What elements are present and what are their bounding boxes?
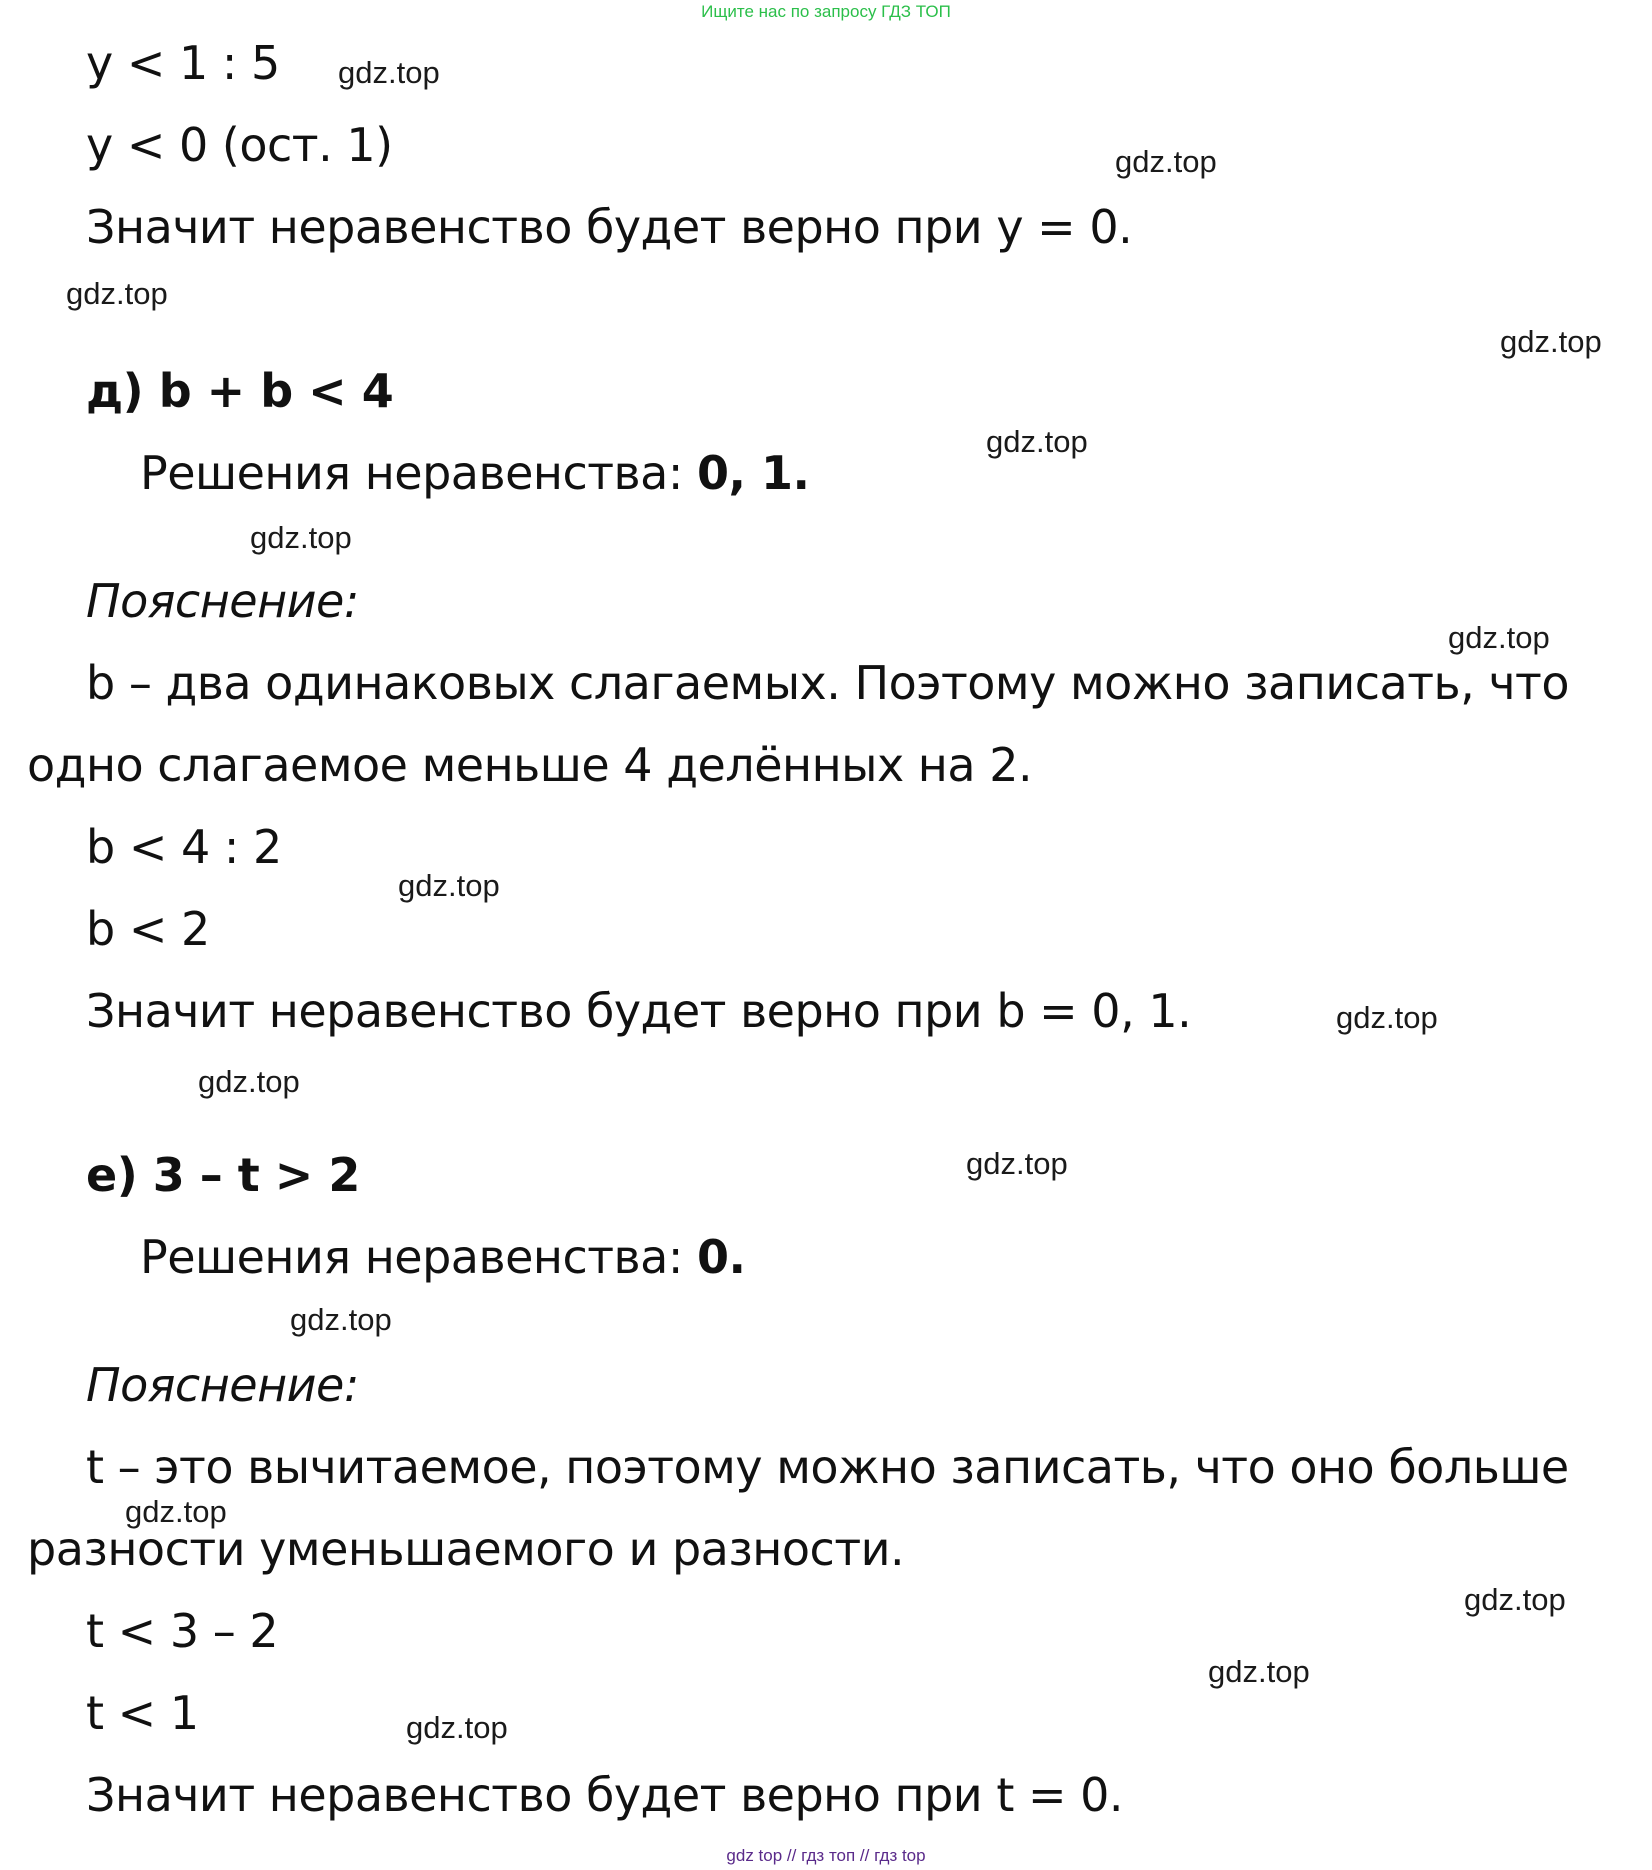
watermark: gdz.top bbox=[1208, 1654, 1310, 1689]
conclusion-line: Значит неравенство будет верно при b = 0, 1. bbox=[86, 984, 1192, 1038]
conclusion-line: Значит неравенство будет верно при t = 0. bbox=[86, 1768, 1124, 1822]
watermark: gdz.top bbox=[986, 424, 1088, 459]
task-e-solution bbox=[140, 1230, 746, 1284]
solution-label: Решения неравенства: bbox=[140, 1230, 697, 1284]
solution-value: 0. bbox=[696, 1230, 746, 1284]
watermark: gdz.top bbox=[290, 1302, 392, 1337]
watermark: gdz.top bbox=[1336, 1000, 1438, 1035]
paragraph-line: t – это вычитаемое, поэтому можно записать, что оно больше bbox=[86, 1440, 1569, 1494]
watermark: gdz.top bbox=[198, 1064, 300, 1099]
watermark: gdz.top bbox=[66, 276, 168, 311]
task-d-title: д) b + b < 4 bbox=[86, 364, 394, 418]
solution-value: 0, 1. bbox=[696, 446, 810, 500]
task-e-title: е) 3 – t > 2 bbox=[86, 1148, 360, 1202]
watermark: gdz.top bbox=[1500, 324, 1602, 359]
solution-label: Решения неравенства: bbox=[140, 446, 697, 500]
equation-line: y < 0 (ост. 1) bbox=[86, 118, 393, 172]
equation-line: b < 2 bbox=[86, 902, 210, 956]
task-d-solution bbox=[140, 446, 810, 500]
watermark: gdz.top bbox=[125, 1494, 227, 1529]
conclusion-line: Значит неравенство будет верно при y = 0. bbox=[86, 200, 1133, 254]
explanation-heading: Пояснение: bbox=[86, 1358, 359, 1412]
equation-line: t < 3 – 2 bbox=[86, 1604, 279, 1658]
watermark: gdz.top bbox=[338, 55, 440, 90]
paragraph-line: одно слагаемое меньше 4 делённых на 2. bbox=[27, 738, 1033, 792]
watermark: gdz.top bbox=[1448, 620, 1550, 655]
watermark: gdz.top bbox=[1115, 144, 1217, 179]
footer: gdz top // гдз топ // гдз top bbox=[726, 1846, 926, 1865]
watermark: gdz.top bbox=[1464, 1582, 1566, 1617]
paragraph-line: b – два одинаковых слагаемых. Поэтому можно записать, что bbox=[86, 656, 1569, 710]
paragraph-line: разности уменьшаемого и разности. bbox=[27, 1522, 905, 1576]
top-banner: Ищите нас по запросу ГДЗ ТОП bbox=[701, 2, 951, 21]
explanation-heading: Пояснение: bbox=[86, 574, 359, 628]
equation-line: t < 1 bbox=[86, 1686, 199, 1740]
watermark: gdz.top bbox=[966, 1146, 1068, 1181]
watermark: gdz.top bbox=[406, 1710, 508, 1745]
equation-line: y < 1 : 5 bbox=[86, 36, 280, 90]
equation-line: b < 4 : 2 bbox=[86, 820, 282, 874]
watermark: gdz.top bbox=[398, 868, 500, 903]
watermark: gdz.top bbox=[250, 520, 352, 555]
